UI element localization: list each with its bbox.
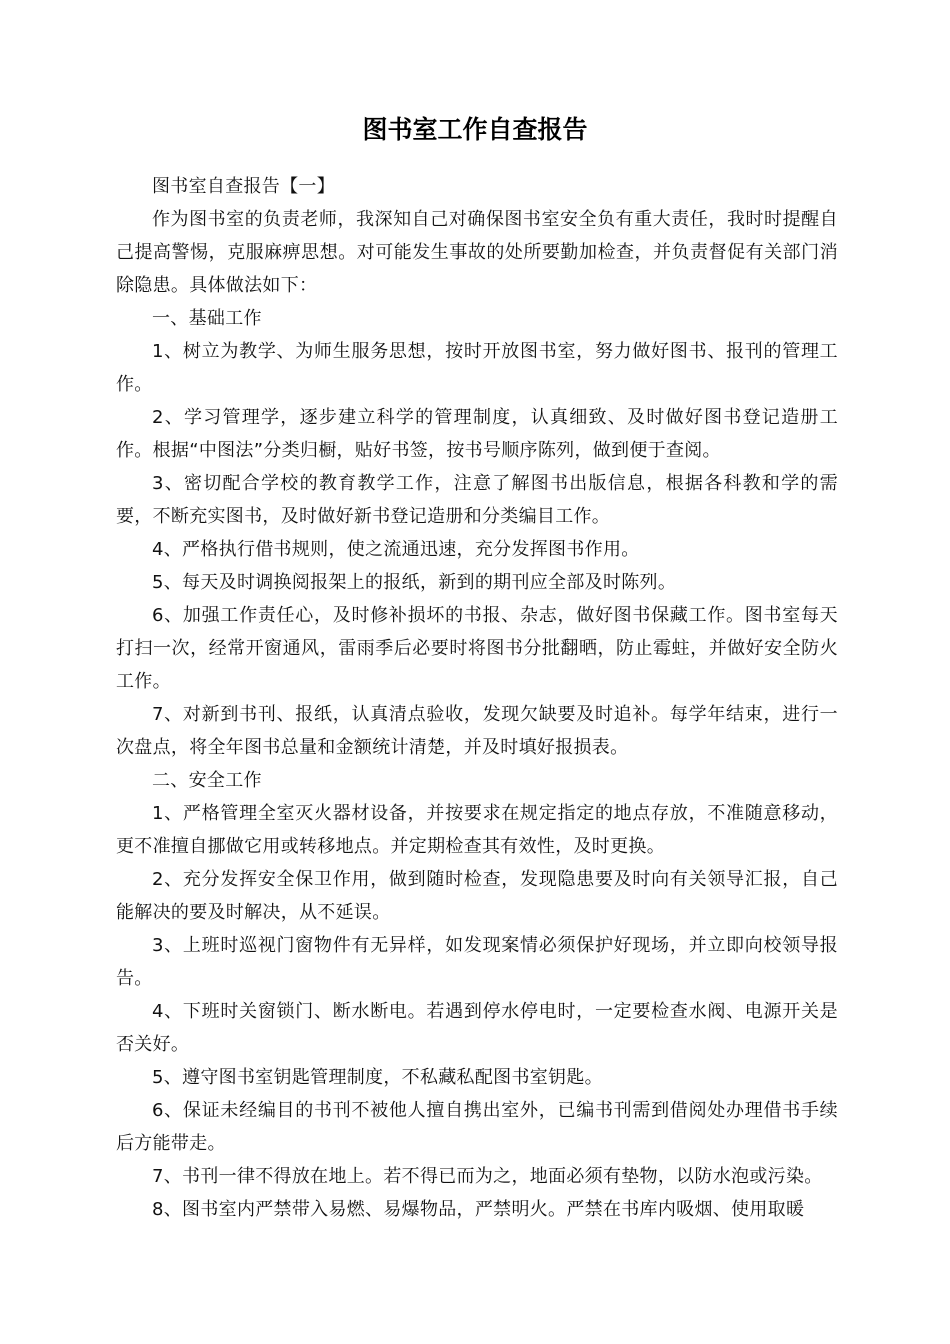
paragraph-item: 4、下班时关窗锁门、断水断电。若遇到停水停电时，一定要检查水阀、电源开关是否关好。 — [116, 1001, 838, 1055]
paragraph-item: 5、遵守图书室钥匙管理制度，不私藏私配图书室钥匙。 — [152, 1067, 603, 1088]
paragraph-subtitle: 图书室自查报告【一】 — [152, 176, 335, 197]
paragraph-item: 4、严格执行借书规则，使之流通迅速，充分发挥图书作用。 — [152, 539, 640, 560]
section-heading-safety-work: 二、安全工作 — [152, 770, 262, 791]
paragraph-item: 3、密切配合学校的教育教学工作，注意了解图书出版信息，根据各科教和学的需要，不断充实图书，及时做好新书登记造册和分类编目工作。 — [116, 473, 838, 527]
paragraph-intro: 作为图书室的负责老师，我深知自己对确保图书室安全负有重大责任，我时时提醒自己提高警惕，克服麻痹思想。对可能发生事故的处所要勤加检查，并负责督促有关部门消除隐患。具体做法如下： — [116, 209, 838, 296]
document-title: 图书室工作自查报告 — [362, 115, 588, 144]
paragraph-item: 6、加强工作责任心，及时修补损坏的书报、杂志，做好图书保藏工作。图书室每天打扫一次，经常开窗通风，雷雨季后必要时将图书分批翻晒，防止霉蛀，并做好安全防火工作。 — [116, 605, 838, 692]
paragraph-item: 1、严格管理全室灭火器材设备，并按要求在规定指定的地点存放，不准随意移动，更不准擅自挪做它用或转移地点。并定期检查其有效性，及时更换。 — [116, 803, 838, 857]
section-heading-basic-work: 一、基础工作 — [152, 308, 262, 329]
paragraph-item: 6、保证未经编目的书刊不被他人擅自携出室外，已编书刊需到借阅处办理借书手续后方能带走。 — [116, 1100, 838, 1154]
paragraph-item: 5、每天及时调换阅报架上的报纸，新到的期刊应全部及时陈列。 — [152, 572, 677, 593]
paragraph-item: 7、书刊一律不得放在地上。若不得已而为之，地面必须有垫物，以防水泡或污染。 — [152, 1166, 823, 1187]
paragraph-item: 3、上班时巡视门窗物件有无异样，如发现案情必须保护好现场，并立即向校领导报告。 — [116, 935, 838, 989]
paragraph-item: 8、图书室内严禁带入易燃、易爆物品，严禁明火。严禁在书库内吸烟、使用取暖 — [152, 1199, 805, 1220]
paragraph-item: 1、树立为教学、为师生服务思想，按时开放图书室，努力做好图书、报刊的管理工作。 — [116, 341, 838, 395]
paragraph-item: 2、学习管理学，逐步建立科学的管理制度，认真细致、及时做好图书登记造册工作。根据“中图法”分类归橱，贴好书签，按书号顺序陈列，做到便于查阅。 — [116, 407, 838, 461]
paragraph-item: 2、充分发挥安全保卫作用，做到随时检查，发现隐患要及时向有关领导汇报，自己能解决的要及时解决，从不延误。 — [116, 869, 838, 923]
paragraph-item: 7、对新到书刊、报纸，认真清点验收，发现欠缺要及时追补。每学年结束，进行一次盘点，将全年图书总量和金额统计清楚，并及时填好报损表。 — [116, 704, 838, 758]
document-body — [116, 170, 838, 1226]
